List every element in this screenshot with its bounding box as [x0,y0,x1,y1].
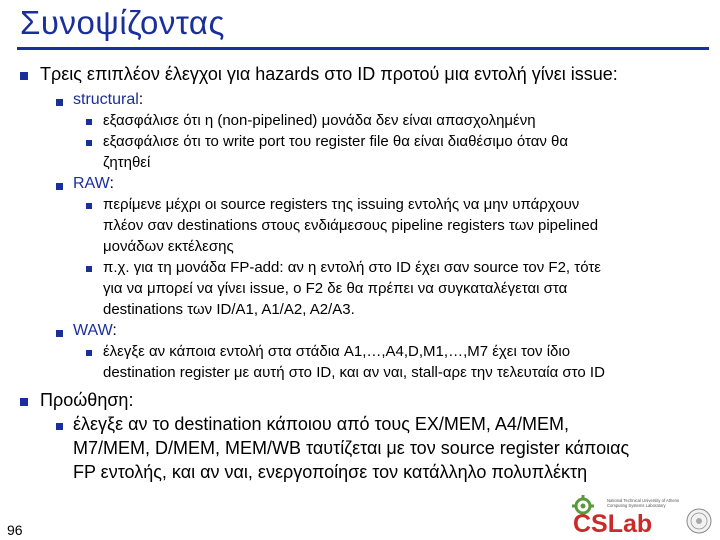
structural-item-1: εξασφάλισε ότι η (non-pipelined) μονάδα δεν είναι απασχολημένη [103,112,536,129]
page-number: 96 [7,522,23,538]
bullet-square [56,423,63,430]
logo-seal-icon [687,509,711,533]
bullet-square [86,350,92,356]
bullet-square [56,99,63,106]
waw-item-1-line-2: destination register με αυτή στο ID, και αν ναι, stall-αρε την τελευταία στο ID [103,364,605,381]
bullet-square [86,140,92,146]
bullet-square [56,330,63,337]
raw-item-1-line-1: περίμενε μέχρι οι source registers της issuing εντολής να μην υπάρχουν [103,196,580,213]
structural-colon: : [138,91,144,108]
waw-colon: : [112,322,117,339]
title-underline [17,47,709,50]
forwarding-line-2: M7/MEM, D/MEM, MEM/WB ταυτίζεται με τον source register κάποιας [73,438,630,458]
structural-item-2-line-1: εξασφάλισε ότι το write port του register file θα είναι διαθέσιμο όταν θα [103,133,569,150]
logo-caption-2: Computing Systems Laboratory [607,503,666,508]
structural-heading [73,91,143,109]
forwarding-heading: Προώθηση: [40,390,134,410]
raw-label: RAW [73,175,110,192]
slide-title: Συνοψίζοντας [20,4,225,41]
forwarding-line-3: FP εντολής, και αν ναι, ενεργοποίησε τον κατάλληλο πολυπλέκτη [73,462,588,482]
bullet-square [56,183,63,190]
logo-text: CSLab [573,510,653,536]
cslab-logo [571,494,713,536]
raw-heading [73,175,114,193]
bullet-square [86,203,92,209]
waw-label: WAW [73,322,113,339]
raw-item-2-line-1: π.χ. για τη μονάδα FP-add: αν η εντολή στο ID έχει σαν source τον F2, τότε [103,259,601,276]
logo-caption-1: National Technical University of Athens [607,498,680,503]
waw-heading [73,322,117,340]
bullet-square [20,72,28,80]
forwarding-line-1: έλεγξε αν το destination κάποιου από τους EX/MEM, A4/MEM, [73,414,569,434]
raw-item-1-line-2: πλέον σαν destinations στους ενδιάμεσους pipeline registers των pipelined [103,217,599,234]
bullet-hazard-checks: Τρεις επιπλέον έλεγχοι για hazards στο ID προτού μια εντολή γίνει issue: [40,64,618,84]
bullet-square [86,119,92,125]
raw-item-2-line-3: destinations των ID/A1, A1/A2, A2/A3. [103,301,355,318]
raw-item-2-line-2: για να μπορεί να γίνει issue, ο F2 δε θα πρέπει να συγκαταλέγεται στα [103,280,568,297]
structural-item-2-line-2: ζητηθεί [103,154,151,171]
bullet-square [86,266,92,272]
raw-colon: : [109,175,114,192]
waw-item-1-line-1: έλεγξε αν κάποια εντολή στα στάδια A1,…,A4,D,M1,…,M7 έχει τον ίδιο [103,343,571,360]
raw-item-1-line-3: μονάδων εκτέλεσης [103,238,234,255]
structural-label: structural [73,91,139,108]
bullet-square [20,398,28,406]
